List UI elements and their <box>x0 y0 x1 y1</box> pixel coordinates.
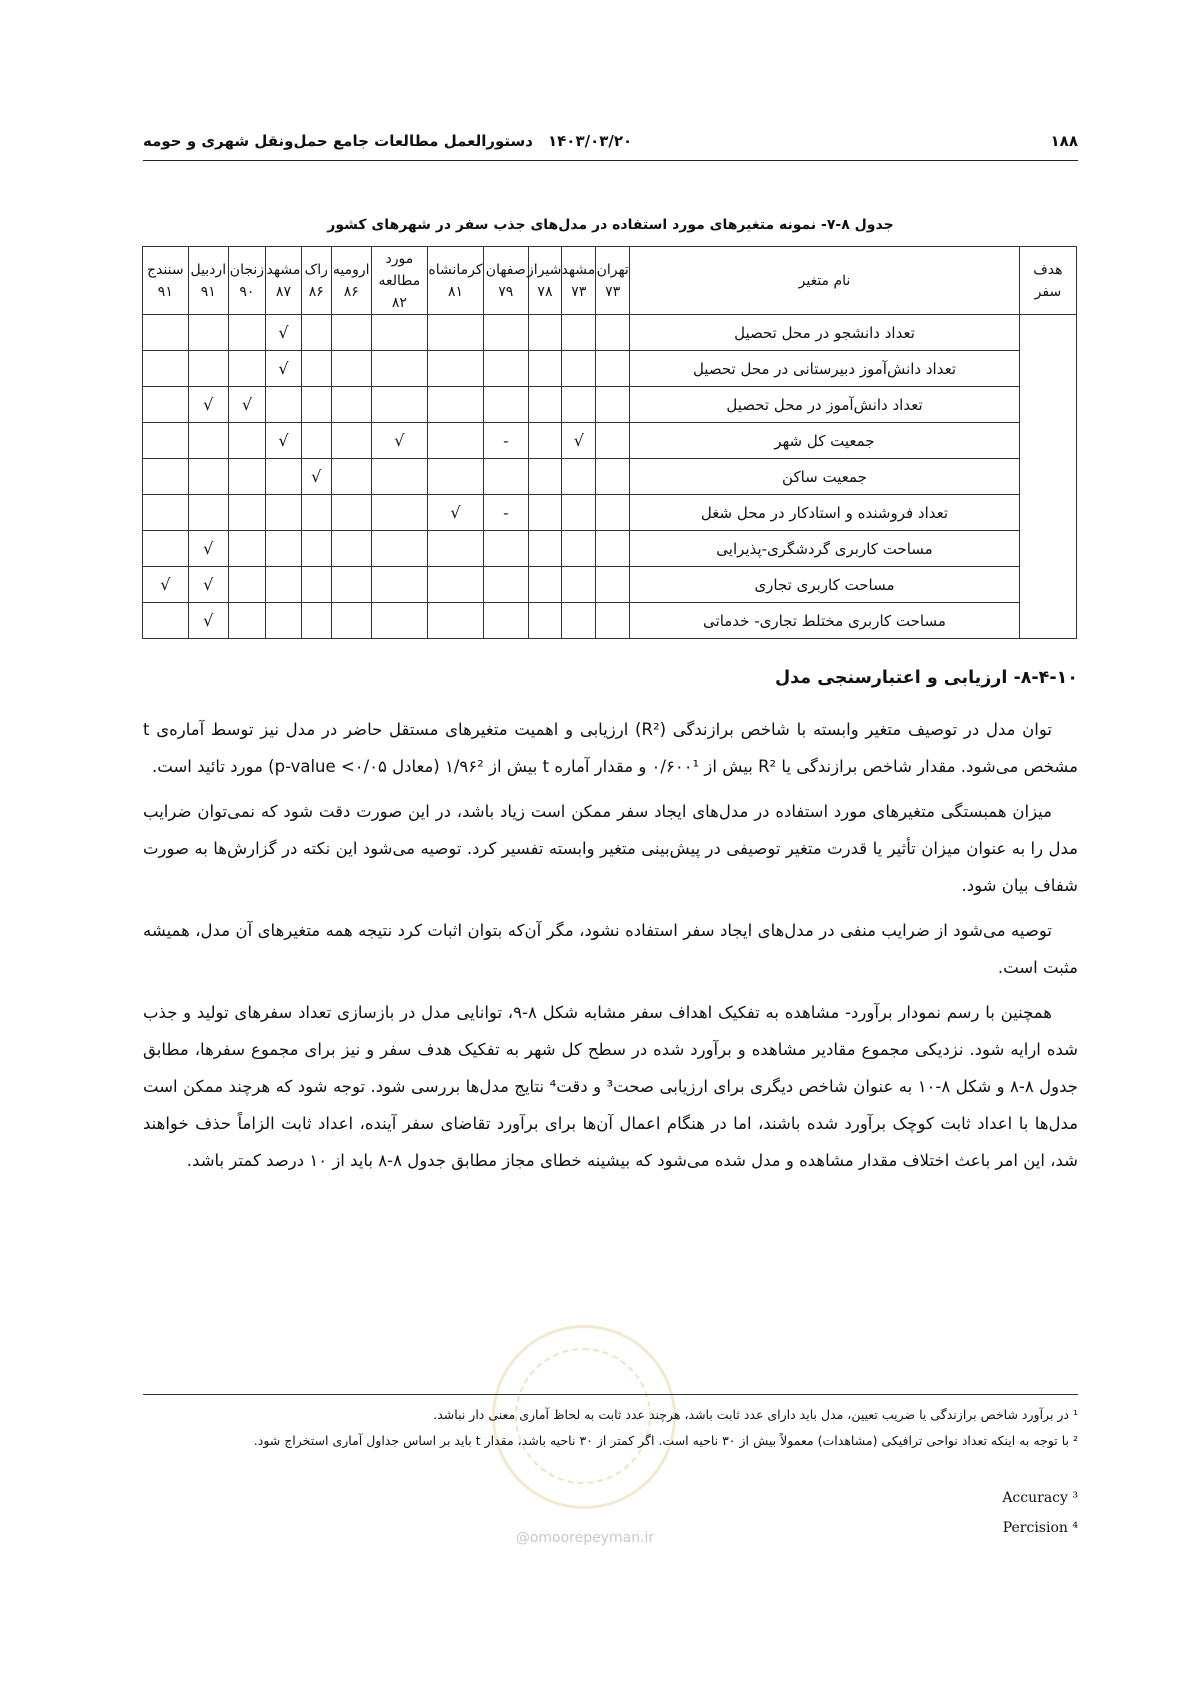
usage-mark-cell <box>331 387 371 423</box>
usage-mark-cell <box>528 459 562 495</box>
usage-mark-cell <box>265 567 301 603</box>
table-row <box>143 567 1077 603</box>
usage-mark-cell <box>427 423 483 459</box>
usage-mark-cell <box>528 531 562 567</box>
usage-mark-cell <box>562 387 596 423</box>
paragraph: همچنین با رسم نمودار برآورد- مشاهده به تفکیک اهداف سفر مشابه شکل ۸-۹، توانایی مدل در بازسازی تعداد سفرهای تولید و جذب شده ارایه شود. نزدیکی مجموع مقادیر مشاهده و برآورد شده در سطح کل شهر به تفکیک هدف سفر و نیز برای مجموع سفرها، مطابق جدول ۸-۸ و شکل ۸-۱۰ به عنوان شاخص دیگری برای ارزیابی صحت³ و دقت⁴ نتایج مدل‌ها بررسی شود. توجه شود که هرچند ممکن است مدل‌ها با اعداد ثابت کوچک برآورد شده باشند، اما در هنگام اعمال آن‌ها برای برآورد تقاضای سفر آینده، اعداد ثابت الزاماً حذف خواهند شد، این امر باعث اختلاف مقدار مشاهده و مدل شده می‌شود که بیشینه خطای مجاز مطابق جدول ۸-۸ باید از ۱۰ درصد کمتر باشد. <box>143 1003 1078 1170</box>
watermark-text: @omoorepeyman.ir <box>515 1530 655 1546</box>
usage-mark-cell <box>265 459 301 495</box>
usage-mark-cell <box>562 567 596 603</box>
variable-name-cell: تعداد دانش‌آموز دبیرستانی در محل تحصیل <box>630 351 1020 387</box>
usage-mark-cell <box>301 531 331 567</box>
table-caption: جدول ۸-۷- نمونه متغیرهای مورد استفاده در مدل‌های جذب سفر در شهرهای کشور <box>327 217 894 233</box>
usage-mark-cell <box>301 423 331 459</box>
usage-mark-cell <box>265 603 301 639</box>
usage-mark-cell <box>143 495 189 531</box>
footnote-3: ³ Accuracy <box>1002 1490 1078 1506</box>
usage-mark-cell <box>143 459 189 495</box>
usage-mark-cell <box>228 603 265 639</box>
usage-mark-cell <box>484 315 528 351</box>
usage-mark-cell: - <box>484 423 528 459</box>
usage-mark-cell <box>596 423 630 459</box>
city-header: زنجان ۹۰ <box>228 247 265 315</box>
usage-mark-cell <box>528 351 562 387</box>
header-date: ۱۴۰۳/۰۳/۲۰ <box>548 132 633 150</box>
usage-mark-cell <box>143 315 189 351</box>
usage-mark-cell <box>188 459 228 495</box>
usage-mark-cell <box>301 495 331 531</box>
usage-mark-cell <box>228 459 265 495</box>
table-row <box>143 459 1077 495</box>
body-text <box>143 711 1078 1187</box>
usage-mark-cell <box>188 351 228 387</box>
usage-mark-cell <box>596 567 630 603</box>
usage-mark-cell <box>188 495 228 531</box>
usage-mark-cell <box>528 315 562 351</box>
usage-mark-cell <box>484 459 528 495</box>
usage-mark-cell <box>596 531 630 567</box>
usage-mark-cell <box>484 387 528 423</box>
usage-mark-cell <box>484 531 528 567</box>
usage-mark-cell <box>427 351 483 387</box>
variable-name-cell: جمعیت کل شهر <box>630 423 1020 459</box>
variable-name-cell: تعداد دانشجو در محل تحصیل <box>630 315 1020 351</box>
usage-mark-cell: √ <box>265 423 301 459</box>
variable-name-header: نام متغیر <box>630 247 1020 315</box>
usage-mark-cell <box>427 315 483 351</box>
usage-mark-cell <box>143 351 189 387</box>
footnote-2: ² با توجه به اینکه تعداد نواحی ترافیکی (مشاهدات) معمولاً بیش از ۳۰ ناحیه است. اگر کمتر از ۳۰ ناحیه باشد، مقدار t باید بر اساس جداول آماری استخراج شود. <box>253 1433 1078 1448</box>
usage-mark-cell <box>427 531 483 567</box>
usage-mark-cell <box>228 351 265 387</box>
usage-mark-cell: √ <box>188 567 228 603</box>
purpose-cell <box>1019 315 1076 639</box>
usage-mark-cell <box>331 531 371 567</box>
city-header: شیراز ۷۸ <box>528 247 562 315</box>
paragraph: میزان همبستگی متغیرهای مورد استفاده در مدل‌های ایجاد سفر ممکن است زیاد باشد، در این صورت دقت شود که نمی‌توان ضرایب مدل را به عنوان میزان تأثیر یا قدرت متغیر توصیفی در پیش‌بینی متغیر وابسته تفسیر کرد. توصیه می‌شود این نکته در گزارش‌ها به صورت شفاف بیان شود. <box>143 802 1078 895</box>
usage-mark-cell <box>484 603 528 639</box>
city-header: تهران ۷۳ <box>596 247 630 315</box>
city-header: مشهد ۷۳ <box>562 247 596 315</box>
table-row <box>143 603 1077 639</box>
header-title: دستورالعمل مطالعات جامع حمل‌ونقل شهری و حومه <box>143 132 533 150</box>
usage-mark-cell <box>331 459 371 495</box>
usage-mark-cell <box>596 315 630 351</box>
usage-mark-cell <box>301 567 331 603</box>
usage-mark-cell <box>143 423 189 459</box>
city-header: مشهد ۸۷ <box>265 247 301 315</box>
usage-mark-cell <box>528 423 562 459</box>
purpose-header: هدف سفر <box>1019 247 1076 315</box>
usage-mark-cell <box>596 387 630 423</box>
usage-mark-cell <box>427 603 483 639</box>
usage-mark-cell <box>331 495 371 531</box>
usage-mark-cell <box>331 351 371 387</box>
usage-mark-cell <box>301 315 331 351</box>
usage-mark-cell <box>228 315 265 351</box>
usage-mark-cell <box>484 567 528 603</box>
variable-name-cell: تعداد فروشنده و استادکار در محل شغل <box>630 495 1020 531</box>
usage-mark-cell <box>331 423 371 459</box>
usage-mark-cell <box>228 423 265 459</box>
variable-name-cell: تعداد دانش‌آموز در محل تحصیل <box>630 387 1020 423</box>
usage-mark-cell: √ <box>265 351 301 387</box>
usage-mark-cell: √ <box>371 423 427 459</box>
usage-mark-cell: - <box>484 495 528 531</box>
usage-mark-cell <box>562 459 596 495</box>
usage-mark-cell <box>143 603 189 639</box>
usage-mark-cell <box>528 387 562 423</box>
usage-mark-cell <box>143 387 189 423</box>
header-divider <box>143 160 1078 161</box>
usage-mark-cell: √ <box>188 531 228 567</box>
usage-mark-cell <box>371 531 427 567</box>
table-row <box>143 315 1077 351</box>
usage-mark-cell <box>596 495 630 531</box>
usage-mark-cell <box>371 315 427 351</box>
usage-mark-cell <box>596 459 630 495</box>
section-title: ۸-۴-۱۰- ارزیابی و اعتبارسنجی مدل <box>774 668 1078 688</box>
page-number: ۱۸۸ <box>1050 132 1078 150</box>
usage-mark-cell <box>528 495 562 531</box>
table-body <box>143 315 1077 639</box>
usage-mark-cell <box>371 567 427 603</box>
usage-mark-cell <box>331 567 371 603</box>
city-header: سنندج ۹۱ <box>143 247 189 315</box>
usage-mark-cell <box>228 567 265 603</box>
variable-name-cell: مساحت کاربری مختلط تجاری- خدماتی <box>630 603 1020 639</box>
usage-mark-cell <box>427 387 483 423</box>
table-row <box>143 387 1077 423</box>
city-header: مورد مطالعه ۸۲ <box>371 247 427 315</box>
usage-mark-cell <box>265 495 301 531</box>
usage-mark-cell: √ <box>427 495 483 531</box>
paragraph: توصیه می‌شود از ضرایب منفی در مدل‌های ایجاد سفر استفاده نشود، مگر آن‌که بتوان اثبات کرد نتیجه همه متغیرهای آن مدل، همیشه مثبت است. <box>143 921 1078 977</box>
footnote-1: ¹ در برآورد شاخص برازندگی یا ضریب تعیین، مدل باید دارای عدد ثابت باشد، هرچند عدد ثابت به لحاظ آماری معنی دار نباشد. <box>433 1407 1078 1422</box>
usage-mark-cell <box>188 423 228 459</box>
usage-mark-cell <box>562 531 596 567</box>
usage-mark-cell <box>371 387 427 423</box>
usage-mark-cell <box>427 459 483 495</box>
city-header: صفهان ۷۹ <box>484 247 528 315</box>
variables-table <box>142 246 1077 639</box>
usage-mark-cell <box>188 315 228 351</box>
usage-mark-cell <box>528 603 562 639</box>
usage-mark-cell: √ <box>143 567 189 603</box>
usage-mark-cell <box>371 495 427 531</box>
usage-mark-cell: √ <box>562 423 596 459</box>
usage-mark-cell <box>301 351 331 387</box>
variable-name-cell: جمعیت ساکن <box>630 459 1020 495</box>
usage-mark-cell <box>301 603 331 639</box>
usage-mark-cell <box>427 567 483 603</box>
usage-mark-cell: √ <box>301 459 331 495</box>
usage-mark-cell <box>301 387 331 423</box>
footnote-divider <box>143 1394 1078 1395</box>
paragraph: توان مدل در توصیف متغیر وابسته با شاخص برازندگی (R²) ارزیابی و اهمیت متغیرهای مستقل حاضر در مدل نیز توسط آماره‌ی t مشخص می‌شود. مقدار شاخص برازندگی یا R² بیش از ۰/۶۰۰¹ و مقدار آماره t بیش از ۱/۹۶² (معادل p-value <۰/۰۵) مورد تائید است. <box>143 720 1078 776</box>
usage-mark-cell: √ <box>265 315 301 351</box>
usage-mark-cell <box>562 351 596 387</box>
usage-mark-cell <box>228 531 265 567</box>
city-header: کرمانشاه ۸۱ <box>427 247 483 315</box>
usage-mark-cell <box>528 567 562 603</box>
table-row <box>143 531 1077 567</box>
usage-mark-cell <box>596 603 630 639</box>
table-row <box>143 423 1077 459</box>
usage-mark-cell <box>265 387 301 423</box>
usage-mark-cell <box>562 495 596 531</box>
usage-mark-cell <box>562 315 596 351</box>
table-row <box>143 351 1077 387</box>
footnote-4: ⁴ Percision <box>1002 1520 1078 1536</box>
usage-mark-cell <box>371 603 427 639</box>
usage-mark-cell <box>331 603 371 639</box>
usage-mark-cell <box>331 315 371 351</box>
usage-mark-cell <box>562 603 596 639</box>
usage-mark-cell: √ <box>188 387 228 423</box>
usage-mark-cell <box>371 459 427 495</box>
usage-mark-cell <box>265 531 301 567</box>
city-header: ارومیه ۸۶ <box>331 247 371 315</box>
usage-mark-cell <box>371 351 427 387</box>
city-header: اردبیل ۹۱ <box>188 247 228 315</box>
usage-mark-cell: √ <box>228 387 265 423</box>
usage-mark-cell <box>228 495 265 531</box>
usage-mark-cell <box>484 351 528 387</box>
city-header: راک ۸۶ <box>301 247 331 315</box>
usage-mark-cell <box>596 351 630 387</box>
variable-name-cell: مساحت کاربری تجاری <box>630 567 1020 603</box>
usage-mark-cell <box>143 531 189 567</box>
variable-name-cell: مساحت کاربری گردشگری-پذیرایی <box>630 531 1020 567</box>
table-row <box>143 495 1077 531</box>
usage-mark-cell: √ <box>188 603 228 639</box>
